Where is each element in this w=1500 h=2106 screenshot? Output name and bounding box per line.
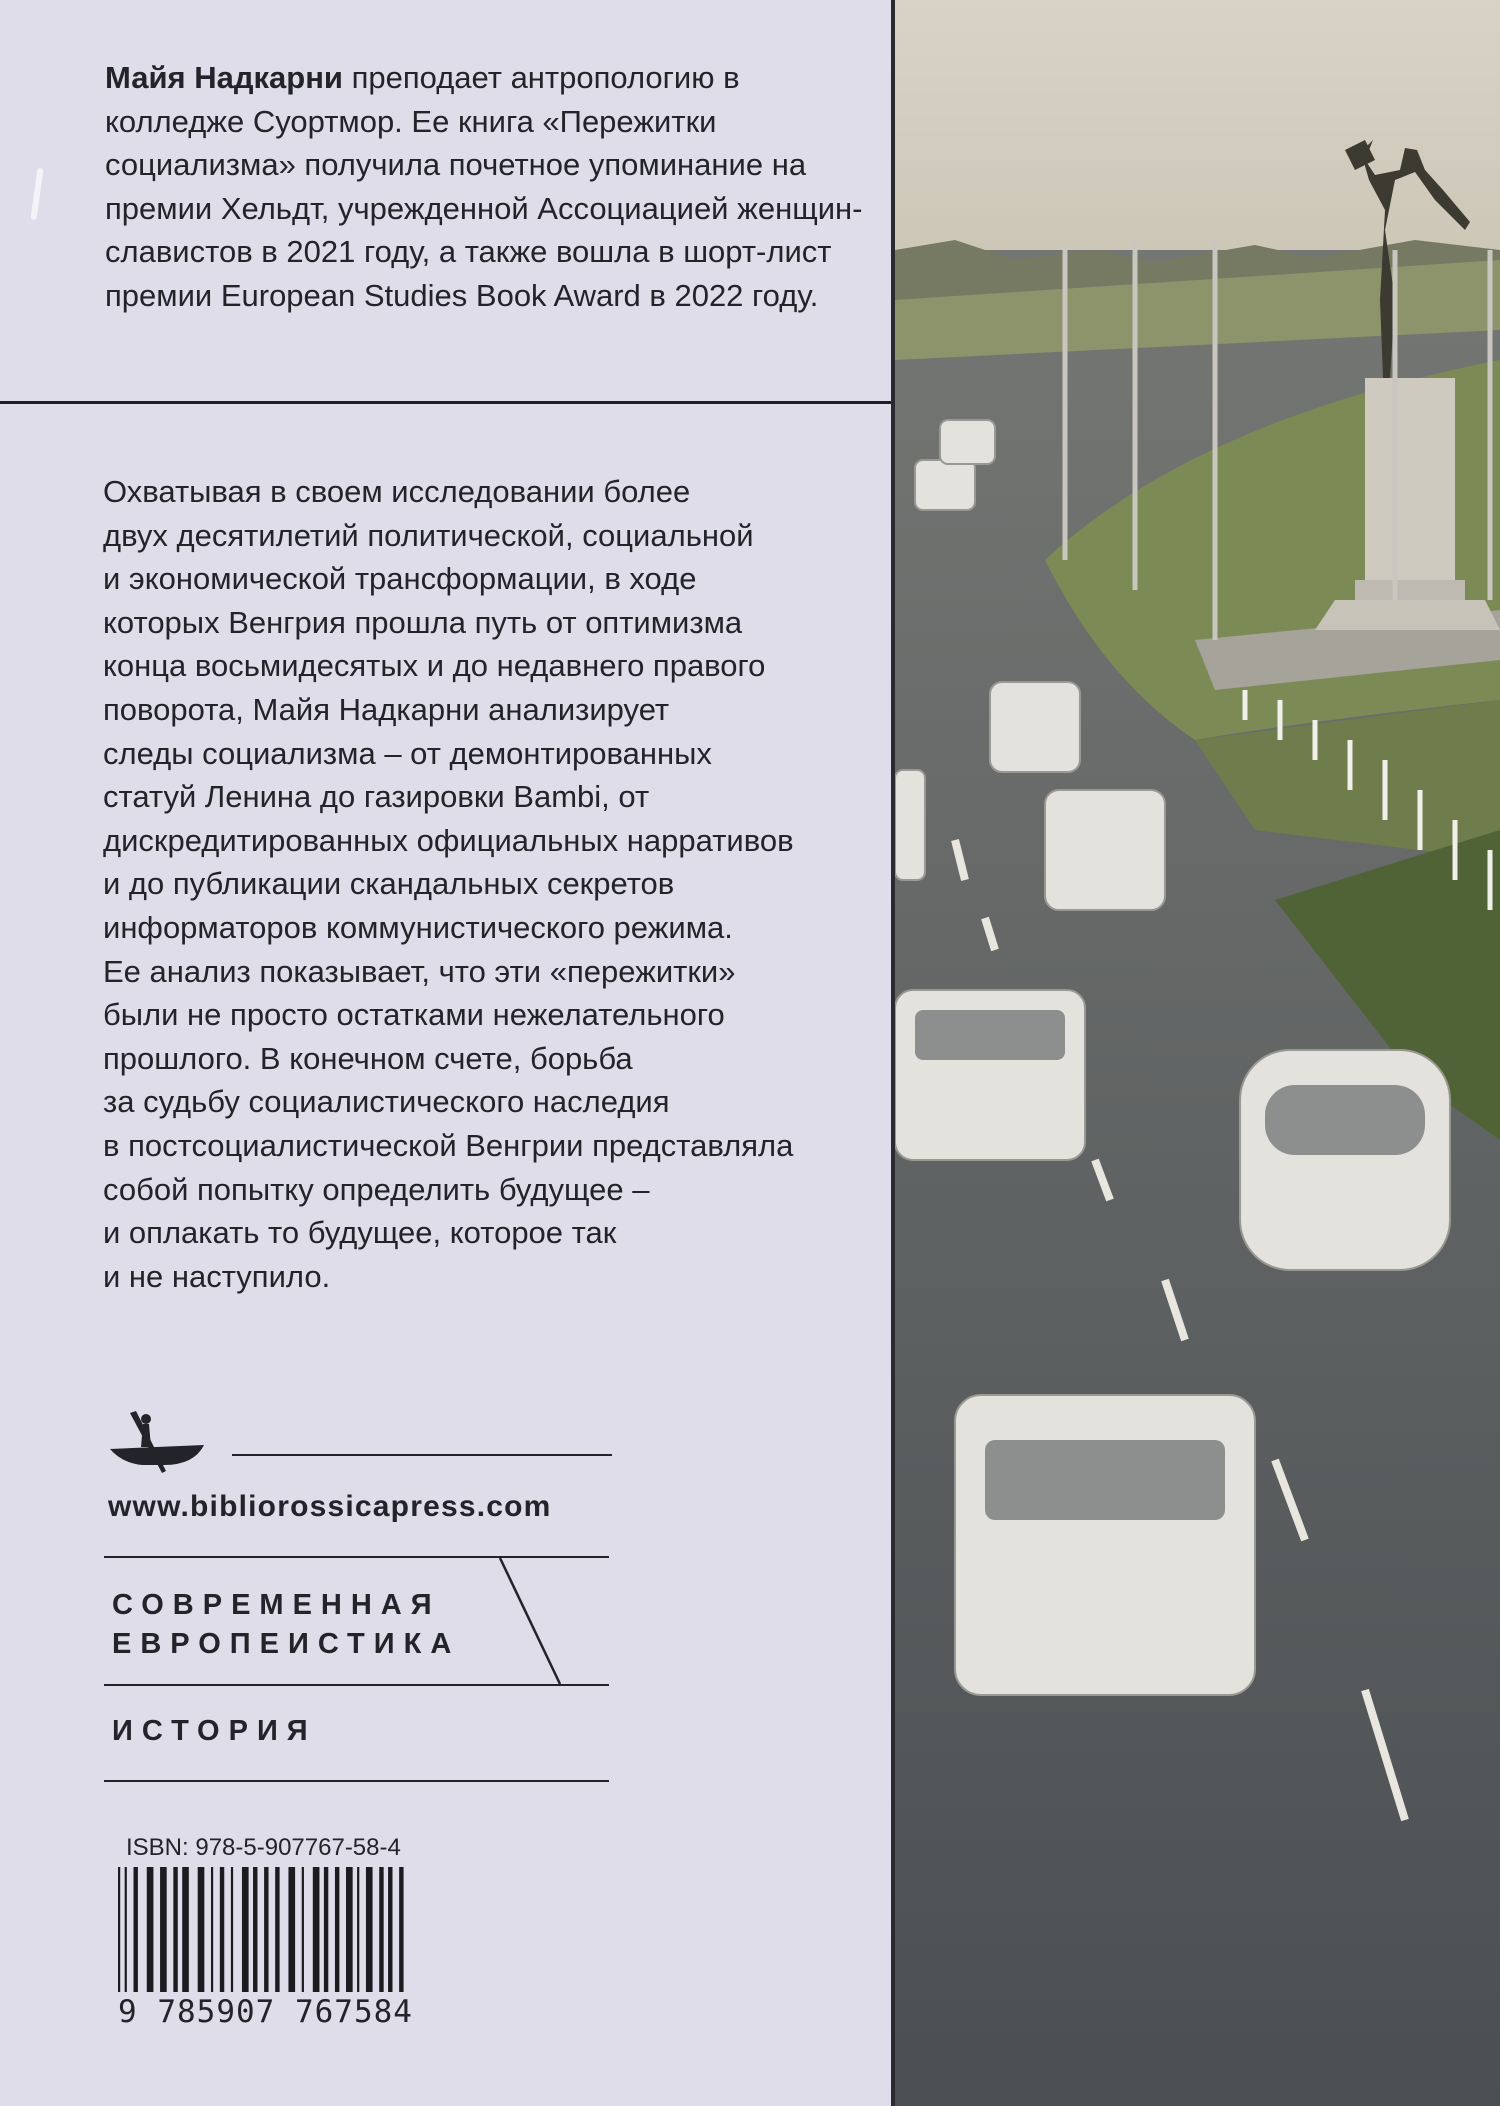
annotation-line: информаторов коммунистического режима. [103,909,733,945]
annotation-line: Ее анализ показывает, что эти «пережитки» [103,953,736,989]
barcode-bar [264,1867,268,1992]
annotation-line: прошлого. В конечном счете, борьба [103,1040,633,1076]
series-category: ИСТОРИЯ [112,1715,317,1747]
annotation-line: поворота, Майя Надкарни анализирует [103,691,670,727]
barcode-bar [388,1867,392,1992]
barcode-bar [335,1867,339,1992]
barcode-bar [366,1867,373,1992]
barcode-image [118,1867,408,1992]
isbn-label: ISBN: 978-5-907767-58-4 [126,1834,401,1861]
cover-photo-road-with-statue [895,0,1500,2106]
barcode-bar [118,1867,120,1992]
barcode-bar [346,1867,353,1992]
logo-underline [232,1454,612,1456]
barcode-bar [288,1867,295,1992]
boat-rower-icon [108,1405,208,1485]
barcode-bar [253,1867,257,1992]
annotation-line: следы социализма – от демонтированных [103,735,712,771]
barcode-bar [198,1867,205,1992]
bio-divider [0,401,893,404]
barcode-bar [147,1867,154,1992]
annotation-line: статуй Ленина до газировки Bambi, от [103,779,650,815]
barcode-bar [399,1867,403,1992]
author-bio [105,56,865,317]
series-title-line2: ЕВРОПЕИСТИКА [112,1628,461,1660]
series-slash-mark [498,1556,562,1686]
annotation-line: были не просто остатками нежелательного [103,997,725,1033]
barcode-bar [182,1867,189,1992]
barcode-bar [231,1867,233,1992]
barcode-bar [357,1867,359,1992]
series-middle-rule [104,1684,609,1686]
barcode-digits: 9 785907 767584 [118,1994,413,2030]
annotation-line: и не наступило. [103,1258,331,1294]
barcode-bar [220,1867,224,1992]
annotation-line: за судьбу социалистического наследия [103,1084,670,1120]
barcode-bar [160,1867,167,1992]
annotation-line: дискредитированных официальных нарративов [103,822,794,858]
barcode-bar [133,1867,137,1992]
barcode-bar [379,1867,383,1992]
publisher-website: www.bibliorossicapress.com [108,1490,552,1523]
annotation-line: и оплакать то будущее, которое так [103,1215,617,1251]
scratch-mark [30,168,43,220]
barcode-bar [324,1867,328,1992]
annotation-line: и до публикации скандальных секретов [103,866,675,902]
barcode-bar [242,1867,249,1992]
publisher-logo [108,1405,208,1490]
barcode-bar [302,1867,304,1992]
annotation-line: конца восьмидесятых и до недавнего правого [103,648,766,684]
annotation-line: двух десятилетий политической, социальной [103,517,754,553]
barcode-bar [211,1867,213,1992]
annotation-line: в постсоциалистической Венгрии представляла [103,1127,794,1163]
author-bio-text: преподает антропологию в колледже Суортмор. Ее книга «Пережитки социализма» получила почетное упоминание на премии Хельдт, учрежденной Ассоциацией женщин-славистов в 2021 году, а также вошла в шорт-лист премии European Studies Book Award в 2022 году. [105,60,863,313]
barcode-bar [275,1867,279,1992]
annotation-line: и экономической трансформации, в ходе [103,561,697,597]
series-title-line1: СОВРЕМЕННАЯ [112,1589,441,1621]
barcode-bar [313,1867,320,1992]
annotation-line: Охватывая в своем исследовании более [103,474,691,509]
book-annotation [103,470,863,1298]
series-bottom-rule [104,1780,609,1782]
barcode-bar [173,1867,177,1992]
barcode-bar [125,1867,127,1992]
annotation-line: собой попытку определить будущее – [103,1171,650,1207]
author-name: Майя Надкарни [105,60,343,95]
annotation-line: которых Венгрия прошла путь от оптимизма [103,604,743,640]
